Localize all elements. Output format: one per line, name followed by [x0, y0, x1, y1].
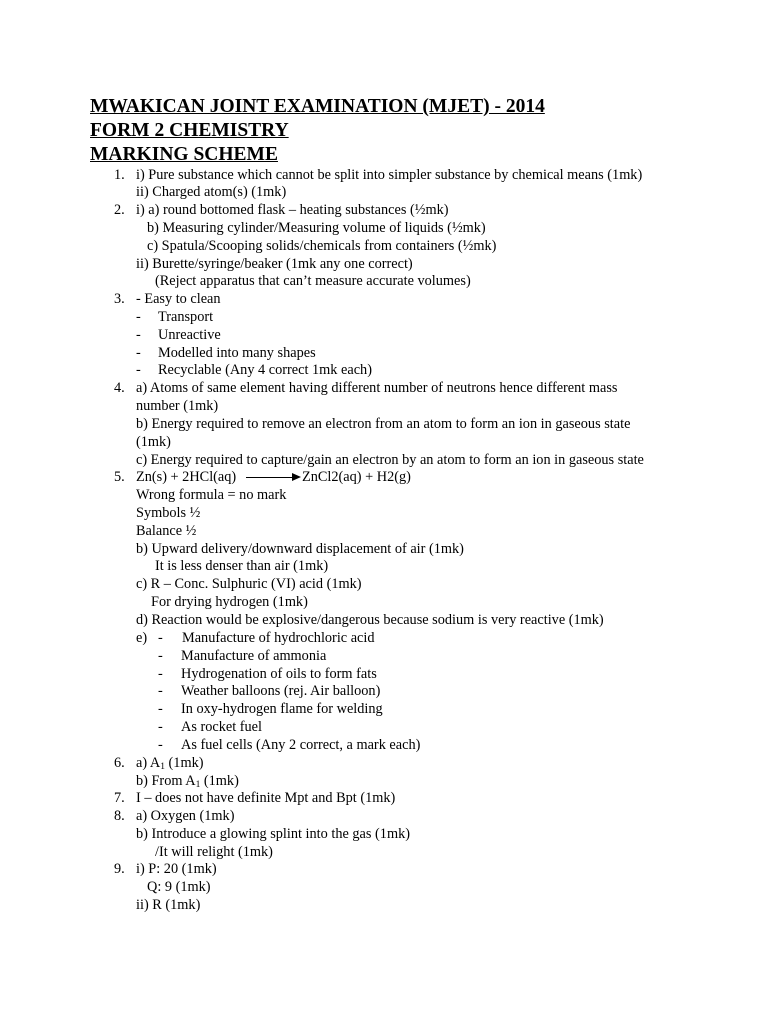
- q5-e-dash: -: [158, 630, 163, 646]
- equation-products: ZnCl2(aq) + H2(g): [302, 469, 411, 485]
- q3-dash: -: [136, 345, 141, 361]
- q5-e-item: Weather balloons (rej. Air balloon): [181, 683, 381, 699]
- q6-part-b: [136, 774, 239, 791]
- q5-symbols: Symbols ½: [136, 505, 201, 521]
- q4-part-a: a) Atoms of same element having different number of neutrons hence different mass: [136, 380, 618, 396]
- q5-part-c: c) R – Conc. Sulphuric (VI) acid (1mk): [136, 576, 362, 592]
- q2-part-ib: b) Measuring cylinder/Measuring volume of liquids (½mk): [147, 220, 486, 236]
- q5-e-dash: -: [158, 666, 163, 682]
- q5-part-c-reason: For drying hydrogen (1mk): [151, 594, 308, 610]
- document-type: MARKING SCHEME: [90, 144, 278, 165]
- reaction-arrow-head: [292, 473, 301, 481]
- q2-part-ic: c) Spatula/Scooping solids/chemicals from containers (½mk): [147, 238, 497, 254]
- question-number-2: 2.: [114, 202, 125, 218]
- q3-dash: -: [136, 327, 141, 343]
- q9-part-q: Q: 9 (1mk): [147, 879, 211, 895]
- q6-part-a-subscript: 1: [160, 762, 165, 772]
- q5-e-item: In oxy-hydrogen flame for welding: [181, 701, 383, 717]
- q5-e-dash: -: [158, 648, 163, 664]
- q1-part-ii: ii) Charged atom(s) (1mk): [136, 184, 287, 200]
- q5-e-item: As fuel cells (Any 2 correct, a mark each): [181, 737, 421, 753]
- q3-item: Unreactive: [158, 327, 221, 343]
- q4-part-a-cont: number (1mk): [136, 398, 219, 414]
- q5-part-b: b) Upward delivery/downward displacement of air (1mk): [136, 541, 464, 557]
- q3-dash: -: [136, 362, 141, 378]
- q2-part-ii: ii) Burette/syringe/beaker (1mk any one correct): [136, 256, 413, 272]
- q5-part-e-label: e): [136, 630, 148, 646]
- q6-part-b-mark: (1mk): [200, 773, 239, 789]
- question-number-8: 8.: [114, 808, 125, 824]
- q8-part-b: b) Introduce a glowing splint into the gas (1mk): [136, 826, 410, 842]
- q6-part-a-text: a) A: [136, 755, 161, 771]
- question-number-3: 3.: [114, 291, 125, 307]
- q5-e-item: As rocket fuel: [181, 719, 262, 735]
- q5-e-dash: -: [158, 683, 163, 699]
- q7-answer: I – does not have definite Mpt and Bpt (1mk): [136, 790, 396, 806]
- q5-part-d: d) Reaction would be explosive/dangerous because sodium is very reactive (1mk): [136, 612, 604, 628]
- q3-item: Transport: [158, 309, 214, 325]
- q6-part-b-text: b) From A: [136, 773, 196, 789]
- question-number-7: 7.: [114, 790, 125, 806]
- exam-title: MWAKICAN JOINT EXAMINATION (MJET) - 2014: [90, 96, 545, 117]
- q6-part-a: [136, 756, 203, 773]
- q1-part-i: i) Pure substance which cannot be split into simpler substance by chemical means (1mk): [136, 167, 643, 183]
- q8-part-b-cont: /It will relight (1mk): [155, 844, 273, 860]
- q5-e-item: Hydrogenation of oils to form fats: [181, 666, 377, 682]
- q3-item: Modelled into many shapes: [158, 345, 316, 361]
- q5-e-dash: -: [158, 737, 163, 753]
- q5-part-b-reason: It is less denser than air (1mk): [155, 558, 329, 574]
- q3-first-item: - Easy to clean: [136, 291, 221, 307]
- exam-subtitle: FORM 2 CHEMISTRY: [90, 120, 289, 141]
- q3-dash: -: [136, 309, 141, 325]
- q6-part-a-mark: (1mk): [164, 755, 204, 771]
- question-number-5: 5.: [114, 469, 125, 485]
- question-number-1: 1.: [114, 167, 125, 183]
- q5-balance: Balance ½: [136, 523, 197, 539]
- q5-e-dash: -: [158, 719, 163, 735]
- q4-part-c: c) Energy required to capture/gain an electron by an atom to form an ion in gaseous state: [136, 452, 644, 468]
- q2-part-ia: i) a) round bottomed flask – heating substances (½mk): [136, 202, 449, 218]
- q8-part-a: a) Oxygen (1mk): [136, 808, 235, 824]
- q5-e-item: Manufacture of hydrochloric acid: [182, 630, 375, 646]
- question-number-6: 6.: [114, 755, 125, 771]
- q5-e-item: Manufacture of ammonia: [181, 648, 327, 664]
- q3-item: Recyclable (Any 4 correct 1mk each): [158, 362, 372, 378]
- q9-part-ii: ii) R (1mk): [136, 897, 201, 913]
- q5-e-dash: -: [158, 701, 163, 717]
- q4-part-b: b) Energy required to remove an electron from an atom to form an ion in gaseous state: [136, 416, 631, 432]
- question-number-4: 4.: [114, 380, 125, 396]
- equation-reactants: Zn(s) + 2HCl(aq): [136, 469, 237, 485]
- q2-note: (Reject apparatus that can’t measure accurate volumes): [155, 273, 471, 289]
- q6-part-b-subscript: 1: [195, 780, 201, 790]
- q5-wrong-formula: Wrong formula = no mark: [136, 487, 287, 503]
- question-number-9: 9.: [114, 861, 125, 877]
- q4-part-b-cont: (1mk): [136, 434, 171, 450]
- reaction-arrow: [246, 477, 294, 478]
- q9-part-i: i) P: 20 (1mk): [136, 861, 217, 877]
